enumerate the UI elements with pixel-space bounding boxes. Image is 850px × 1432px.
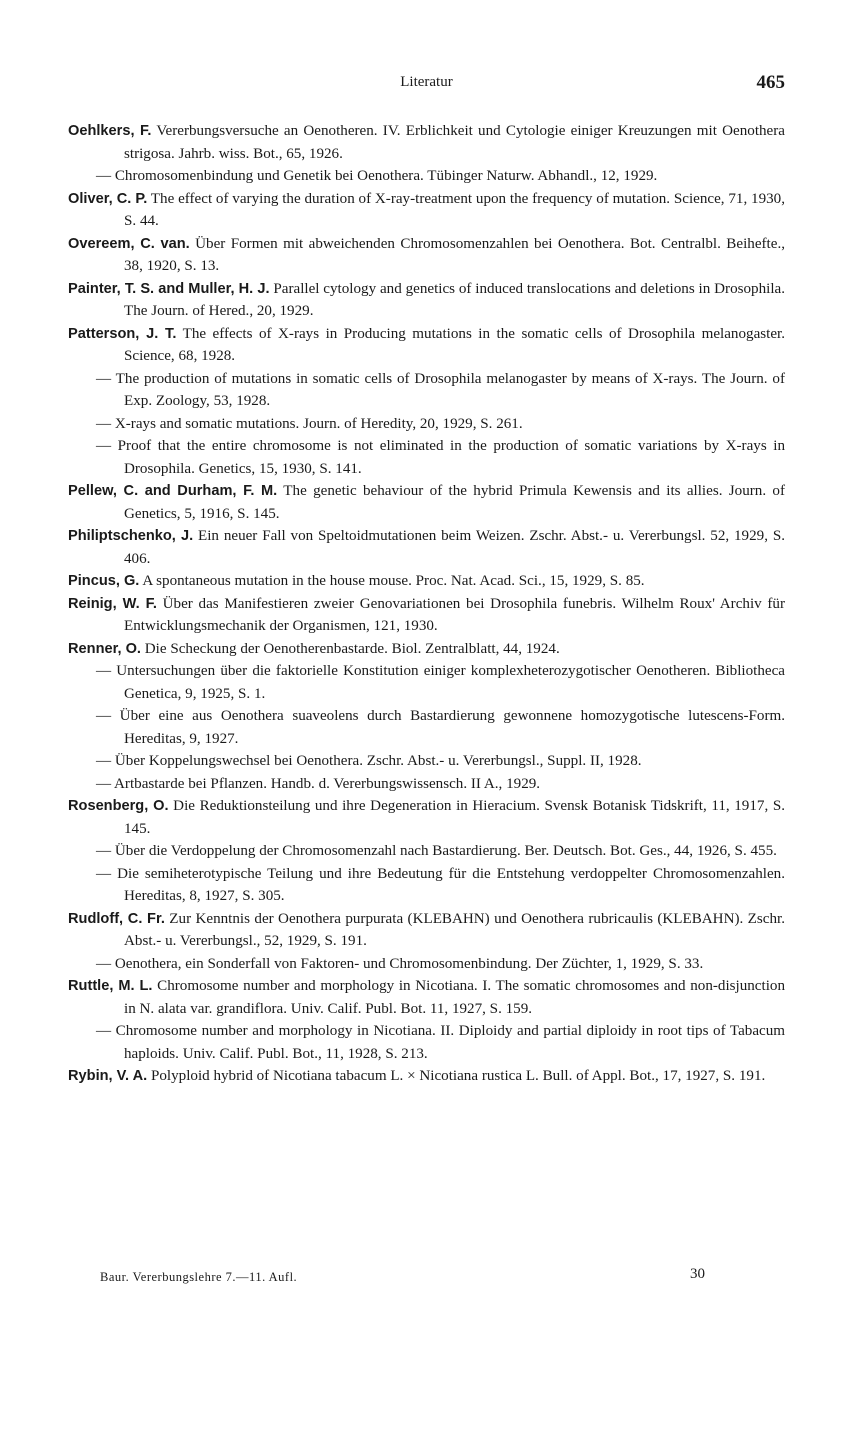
reference-author: Oliver, C. P. (68, 190, 148, 207)
reference-author: Pincus, G. (68, 573, 140, 589)
reference-entry (68, 773, 785, 796)
reference-text: — X-rays and somatic mutations. Journ. of Heredity, 20, 1929, S. 261. (96, 415, 523, 432)
footer-sheet-number: 30 (690, 1266, 705, 1282)
reference-entry (68, 278, 785, 323)
reference-entry (68, 413, 785, 436)
reference-author: Patterson, J. T. (68, 325, 177, 342)
reference-text: — The production of mutations in somatic cells of Drosophila melanogaster by means of X-rays. The Journ. of Exp. Zoology, 53, 1928. (96, 370, 785, 409)
reference-text: Vererbungsversuche an Oenotheren. IV. Erblichkeit und Cytologie einiger Kreuzungen mit Oenothera strigosa. Jahrb. wiss. Bot., 65, 1926. (124, 123, 785, 162)
reference-entry (68, 908, 785, 953)
reference-text: Die Reduktionsteilung und ihre Degeneration in Hieracium. Svensk Botanisk Tidskrift, 11, 1917, S. 145. (124, 798, 785, 837)
reference-entry (68, 1020, 785, 1065)
reference-text: — Über die Verdoppelung der Chromosomenzahl nach Bastardierung. Ber. Deutsch. Bot. Ges., 44, 1926, S. 455. (96, 843, 777, 859)
reference-author: Overeem, C. van. (68, 235, 190, 252)
reference-text: Polyploid hybrid of Nicotiana tabacum L. × Nicotiana rustica L. Bull. of Appl. Bot., 17, 1927, S. 191. (147, 1068, 766, 1084)
reference-text: A spontaneous mutation in the house mouse. Proc. Nat. Acad. Sci., 15, 1929, S. 85. (139, 573, 645, 589)
reference-author: Renner, O. (68, 640, 141, 657)
reference-entry (68, 975, 785, 1020)
reference-text: — Die semiheterotypische Teilung und ihre Bedeutung für die Entstehung verdoppelter Chromosomenzahlen. Hereditas, 8, 1927, S. 305. (96, 865, 785, 904)
reference-text: Parallel cytology and genetics of induced translocations and deletions in Drosophila. The Journ. of Hered., 20, 1929. (124, 280, 785, 319)
reference-author: Rudloff, C. Fr. (68, 910, 165, 927)
reference-text: Chromosome number and morphology in Nicotiana. I. The somatic chromosomes and non-disjunction in N. alata var. grandiflora. Univ. Calif. Publ. Bot. 11, 1927, S. 159. (124, 978, 785, 1017)
reference-text: — Über eine aus Oenothera suaveolens durch Bastardierung gewonnene homozygotische lutescens-Form. Hereditas, 9, 1927. (96, 708, 785, 747)
reference-text: — Untersuchungen über die faktorielle Konstitution einiger komplexheterozygotischer Oenotheren. Bibliotheca Genetica, 9, 1925, S. 1. (96, 663, 785, 702)
reference-author: Rybin, V. A. (68, 1068, 148, 1084)
reference-entry (68, 840, 785, 863)
reference-author: Oehlkers, F. (68, 123, 152, 139)
footer-signature: Baur. Vererbungslehre 7.—11. Aufl. (100, 1270, 298, 1284)
reference-entry (68, 435, 785, 480)
reference-author: Philiptschenko, J. (68, 528, 194, 544)
reference-entry (68, 165, 785, 188)
reference-entry (68, 638, 785, 661)
reference-text: Über Formen mit abweichenden Chromosomenzahlen bei Oenothera. Bot. Centralbl. Beihefte., 38, 1920, S. 13. (124, 235, 785, 274)
reference-text: The effects of X-rays in Producing mutations in the somatic cells of Drosophila melanogaster. Science, 68, 1928. (124, 325, 785, 364)
reference-text: — Über Koppelungswechsel bei Oenothera. Zschr. Abst.- u. Vererbungsl., Suppl. II, 1928. (96, 753, 642, 769)
reference-author: Painter, T. S. and Muller, H. J. (68, 280, 270, 297)
reference-text: Zur Kenntnis der Oenothera purpurata (KLEBAHN) und Oenothera rubricaulis (KLEBAHN). Zschr. Abst.- u. Vererbungsl., 52, 1929, S. 191. (124, 910, 785, 949)
page-number: 465 (756, 72, 785, 93)
page (68, 62, 785, 1088)
reference-entry (68, 525, 785, 570)
reference-author: Ruttle, M. L. (68, 978, 153, 994)
reference-text: — Artbastarde bei Pflanzen. Handb. d. Vererbungswissensch. II A., 1929. (96, 775, 541, 792)
reference-text: — Chromosome number and morphology in Nicotiana. II. Diploidy and partial diploidy in root tips of Tabacum haploids. Univ. Calif. Publ. Bot., 11, 1928, S. 213. (96, 1023, 785, 1062)
reference-entry (68, 1065, 785, 1088)
reference-entry (68, 233, 785, 278)
reference-text: — Proof that the entire chromosome is not eliminated in the production of somatic variations by X-rays in Drosophila. Genetics, 15, 1930, S. 141. (96, 438, 785, 477)
reference-entry (68, 953, 785, 976)
reference-author: Rosenberg, O. (68, 798, 169, 814)
reference-entry (68, 705, 785, 750)
reference-entry (68, 570, 785, 593)
reference-entry (68, 750, 785, 773)
reference-text: The genetic behaviour of the hybrid Primula Kewensis and its allies. Journ. of Genetics, 5, 1916, S. 145. (124, 483, 785, 522)
reference-entry (68, 593, 785, 638)
header-title: Literatur (400, 74, 453, 90)
reference-text: Über das Manifestieren zweier Genovariationen bei Drosophila funebris. Wilhelm Roux' Archiv für Entwicklungsmechanik der Organismen, 121, 1930. (124, 595, 785, 634)
reference-entry (68, 480, 785, 525)
reference-entry (68, 660, 785, 705)
running-header (68, 62, 785, 102)
reference-author: Pellew, C. and Durham, F. M. (68, 483, 278, 499)
reference-entry (68, 323, 785, 368)
reference-author: Reinig, W. F. (68, 595, 157, 612)
reference-text: Die Scheckung der Oenotherenbastarde. Biol. Zentralblatt, 44, 1924. (141, 640, 560, 657)
reference-list (68, 120, 785, 1088)
reference-text: The effect of varying the duration of X-ray-treatment upon the frequency of mutation. Science, 71, 1930, S. 44. (124, 190, 785, 229)
reference-entry (68, 368, 785, 413)
reference-text: — Oenothera, ein Sonderfall von Faktoren- und Chromosomenbindung. Der Züchter, 1, 1929, S. 33. (96, 955, 704, 972)
reference-entry (68, 188, 785, 233)
reference-entry (68, 795, 785, 840)
reference-text: Ein neuer Fall von Speltoidmutationen beim Weizen. Zschr. Abst.- u. Vererbungsl. 52, 1929, S. 406. (124, 528, 785, 567)
reference-text: — Chromosomenbindung und Genetik bei Oenothera. Tübinger Naturw. Abhandl., 12, 1929. (96, 168, 658, 184)
reference-entry (68, 863, 785, 908)
reference-entry (68, 120, 785, 165)
